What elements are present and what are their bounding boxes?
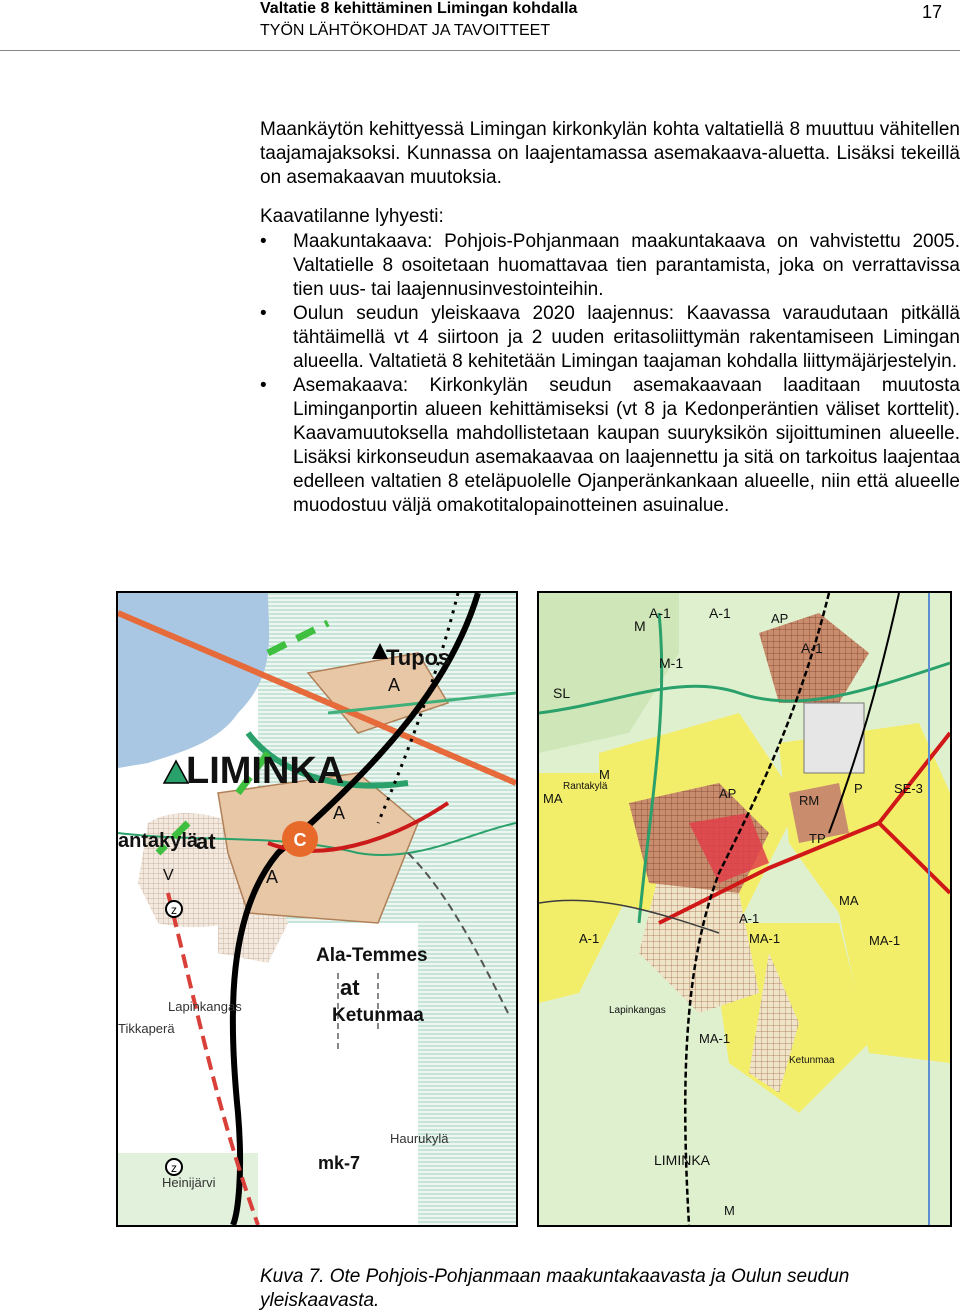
map-label: M-1 xyxy=(659,655,684,671)
map-label: Lapinkangas xyxy=(609,1005,666,1016)
map-label: LIMINKA xyxy=(654,1152,711,1168)
map-label: AP xyxy=(771,611,789,626)
map-label: antakylä xyxy=(118,830,199,852)
map-label: mk-7 xyxy=(318,1153,361,1173)
map-label: M xyxy=(599,767,610,782)
map-label: MA xyxy=(839,893,859,908)
map-label: P xyxy=(854,781,863,796)
map-label: SL xyxy=(553,685,571,701)
map-label: MA-1 xyxy=(749,931,781,946)
page-header xyxy=(0,0,960,52)
section-title: TYÖN LÄHTÖKOHDAT JA TAVOITTEET xyxy=(260,22,551,39)
map-label: Lapinkangas xyxy=(168,999,242,1014)
map-label: at xyxy=(340,975,360,1000)
map-label: at xyxy=(196,829,216,854)
junction-icon xyxy=(166,1159,182,1175)
header-divider xyxy=(0,50,960,51)
junction-icon xyxy=(166,901,182,917)
master-plan-map xyxy=(537,591,952,1227)
map-label: SE-3 xyxy=(894,781,923,796)
map-label: A-1 xyxy=(801,640,823,656)
map-label: A-1 xyxy=(709,605,731,621)
map-label: M xyxy=(634,618,646,634)
map-label: V xyxy=(163,867,174,884)
map-label: Tikkaperä xyxy=(118,1021,175,1036)
map-label: MA-1 xyxy=(869,933,901,948)
map-label: Haurukylä xyxy=(390,1131,449,1146)
map-label: MA-1 xyxy=(699,1031,731,1046)
list-item: • Oulun seudun yleiskaava 2020 laajennus: Kaavassa varaudutaan pitkällä tähtäimellä vt 4 siirtoon ja 2 uuden eritasoliittymän rakentamiseen Limingan alueella. Valtatietä 8 kehitetään Limingan taajaman kohdalla liittymäjärjestelyin. xyxy=(260,302,960,374)
map-label: Heinijärvi xyxy=(162,1175,216,1190)
map-label: A xyxy=(333,803,346,823)
list-item: • Maakuntakaava: Pohjois-Pohjanmaan maakuntakaava on vahvistettu 2005. Valtatielle 8 osoitetaan huomattavaa tien parantamista, joka on verrattavissa tien uus- tai laajennusinvestointeihin. xyxy=(260,230,960,302)
map-label: TP xyxy=(809,831,826,846)
map-label: C xyxy=(293,830,307,850)
intro-paragraph: Maankäytön kehittyessä Limingan kirkonkylän kohta valtatiellä 8 muuttuu vähitellen taajamajaksoksi. Kunnassa on laajentamassa asemakaava-aluetta. Lisäksi tekeillä on asemakaavan muutoksia. xyxy=(260,119,960,188)
svg-text:z: z xyxy=(171,903,177,917)
map-label: RM xyxy=(799,793,820,808)
map-label: MA xyxy=(543,791,563,806)
document-title: Valtatie 8 kehittäminen Limingan kohdalla xyxy=(260,0,578,17)
map-label: Ketunmaa xyxy=(789,1055,835,1066)
map-label: M xyxy=(724,1203,735,1218)
map-label: Tupos xyxy=(386,645,451,670)
map-label: A-1 xyxy=(579,931,600,946)
page-number: 17 xyxy=(921,2,942,22)
map-label: A xyxy=(266,867,279,887)
regional-plan-map xyxy=(116,591,518,1227)
plan-status-list xyxy=(260,230,960,518)
map-label: LIMINKA xyxy=(186,750,345,792)
figure-caption: Kuva 7. Ote Pohjois-Pohjanmaan maakuntakaavasta ja Oulun seudun yleiskaavasta. xyxy=(260,1266,850,1311)
map-label: Rantakylä xyxy=(563,781,608,792)
list-item: • Asemakaava: Kirkonkylän seudun asemakaavaan laaditaan muutosta Liminganportin alueen kehittämiseksi (vt 8 ja Kedonperäntien väliset korttelit). Kaavamuutoksella mahdollistetaan kaupan suuryksikön sijoittuminen alueelle. Lisäksi kirkonseudun asemakaavaa on laajennettu ja sitä on tarkoitus laajentaa edelleen valtatien 8 eteläpuolelle Ojanperänkankaan alueelle, niin että alueelle muodostuu väljä omakotitalopainotteinen asuinalue. xyxy=(260,374,960,518)
map-label: AP xyxy=(719,786,737,801)
map-label: Ala-Temmes xyxy=(316,945,428,966)
map-label: A xyxy=(388,675,401,695)
list-heading: Kaavatilanne lyhyesti: xyxy=(260,206,444,227)
map-label: A-1 xyxy=(649,605,671,621)
map-label: A-1 xyxy=(739,911,760,926)
svg-text:z: z xyxy=(171,1161,177,1175)
map-label: Ketunmaa xyxy=(332,1005,424,1026)
